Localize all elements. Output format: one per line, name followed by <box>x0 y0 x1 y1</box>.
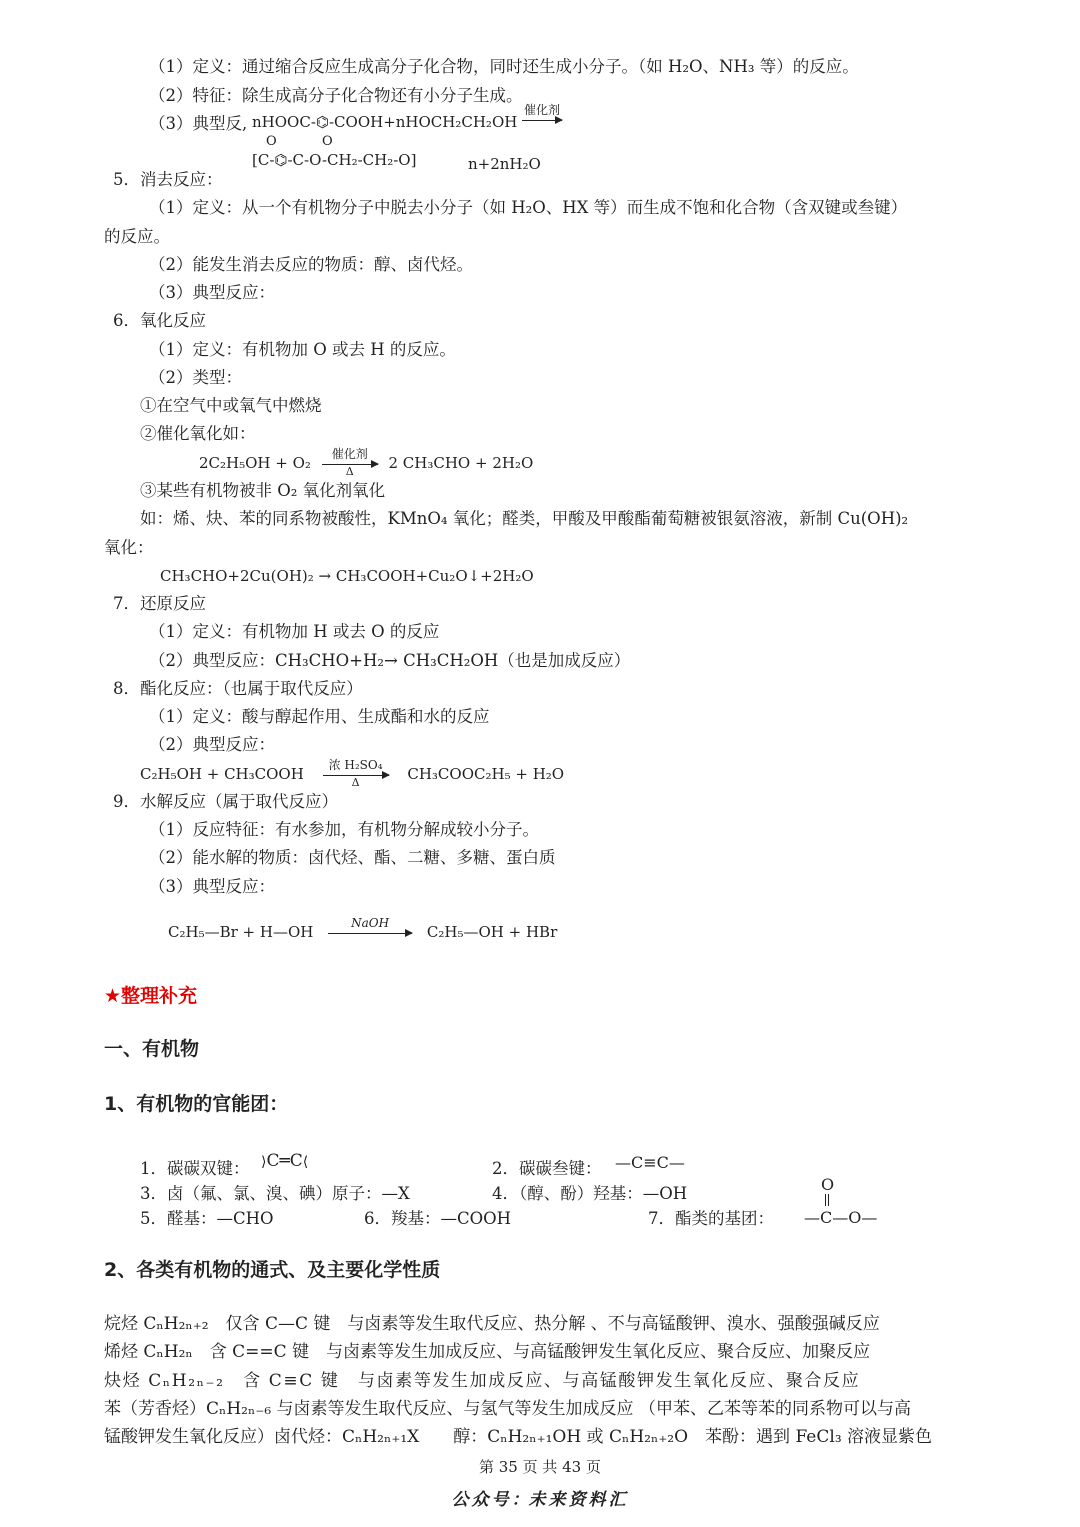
esterification-equation <box>140 757 565 789</box>
polycondensation-typical-label: （3）典型反, <box>149 114 248 133</box>
hydrolysis-eq-left: C₂H₅—Br + H—OH <box>168 923 314 941</box>
reduction-definition: （1）定义：有机物加 H 或去 O 的反应 <box>149 622 440 641</box>
hydrolysis-eq-right: C₂H₅—OH + HBr <box>426 923 558 941</box>
hydrolysis-typical: （3）典型反应： <box>149 877 275 896</box>
esterification-title: 8．酯化反应：（也属于取代反应） <box>113 679 363 698</box>
functional-group-5: 5．醛基：—CHO <box>140 1209 274 1228</box>
alkene-line: 烯烃 CₙH₂ₙ 含 C==C 键 与卤素等发生加成反应、与高锰酸钾发生氧化反应、聚合反应、加聚反应 <box>104 1342 871 1362</box>
functional-group-4: 4．（醇、酚）羟基：—OH <box>492 1184 688 1203</box>
esterification-eq-left: C₂H₅OH + CH₃COOH <box>140 765 304 783</box>
oxidation-definition: （1）定义：有机物加 O 或去 H 的反应。 <box>149 340 456 359</box>
polycondensation-product: [C-⌬-C-O-CH₂-CH₂-O] <box>252 151 417 169</box>
polycondensation-definition: （1）定义：通过缩合反应生成高分子化合物，同时还生成小分子。（如 H₂O、NH₃ 等）的反应。 <box>149 57 859 76</box>
elimination-definition: （1）定义：从一个有机物分子中脱去小分子（如 H₂O、HX 等）而生成不饱和化合物（含双键或叁键） <box>149 198 908 217</box>
haloalkane-alcohol-phenol-line: 锰酸钾发生氧化反应）卤代烃：CₙH₂ₙ₊₁X 醇：CₙH₂ₙ₊₁OH 或 CₙH₂ₙ₊₂O 苯酚：遇到 FeCl₃ 溶液显紫色 <box>104 1427 933 1447</box>
elimination-substances: （2）能发生消去反应的物质：醇、卤代烃。 <box>149 255 473 274</box>
elimination-typical: （3）典型反应： <box>149 283 275 302</box>
oxidation-equation-2: CH₃CHO+2Cu(OH)₂ → CH₃COOH+Cu₂O↓+2H₂O <box>160 567 534 585</box>
general-formula-title: 2、各类有机物的通式、及主要化学性质 <box>104 1259 441 1281</box>
benzene-line: 苯（芳香烃）CₙH₂ₙ₋₆ 与卤素等发生取代反应、与氢气等发生加成反应 （甲苯、乙苯等苯的同系物可以与高 <box>104 1399 911 1419</box>
elimination-definition-cont: 的反应。 <box>104 227 170 246</box>
oxidation-example: 如：烯、炔、苯的同系物被酸性，KMnO₄ 氧化；醛类，甲酸及甲酸酯葡萄糖被银氨溶液，新制 Cu(OH)₂ <box>140 509 909 528</box>
oxidation-example-cont: 氧化： <box>104 538 154 557</box>
oxidation-type-3: ③某些有机物被非 O₂ 氧化剂氧化 <box>140 481 386 500</box>
functional-groups-title: 1、有机物的官能团： <box>104 1093 289 1115</box>
ester-double-bond <box>825 1194 829 1206</box>
carbonyl-mark-2: O <box>322 134 333 149</box>
functional-group-6: 6．羧基：—COOH <box>364 1209 512 1228</box>
ester-group: —C—O— <box>804 1208 878 1227</box>
carbonyl-mark-1: O <box>266 134 277 149</box>
polycondensation-feature: （2）特征：除生成高分子化合物还有小分子生成。 <box>149 86 523 105</box>
oxidation-eq1-condition: Δ <box>345 464 354 478</box>
hydrolysis-substances: （2）能水解的物质：卤代烃、酯、二糖、多糖、蛋白质 <box>149 848 556 867</box>
fg2-label: 2．碳碳叁键： <box>492 1159 602 1178</box>
alkane-line: 烷烃 CₙH₂ₙ₊₂ 仅含 C—C 键 与卤素等发生取代反应、热分解 、不与高锰酸钾、溴水、强酸强碱反应 <box>104 1314 880 1334</box>
oxidation-eq1-right: 2 CH₃CHO + 2H₂O <box>388 454 534 472</box>
polycondensation-catalyst: 催化剂 <box>523 102 560 117</box>
oxidation-eq1-catalyst: 催化剂 <box>331 446 368 461</box>
oxidation-type-2: ②催化氧化如： <box>140 424 256 443</box>
oxidation-type-1: ①在空气中或氧气中燃烧 <box>140 396 322 415</box>
esterification-eq-catalyst: 浓 H₂SO₄ <box>328 757 383 772</box>
footer-brand-label: 公众号 <box>451 1490 512 1510</box>
hydrolysis-equation <box>168 915 558 943</box>
oxidation-eq1-left: 2C₂H₅OH + O₂ <box>199 454 311 472</box>
functional-group-2 <box>492 1158 602 1180</box>
oxidation-types: （2）类型： <box>149 368 242 387</box>
functional-group-7: 7．酯类的基团： <box>648 1209 774 1228</box>
footer-brand-name: 未来资料汇 <box>528 1490 629 1510</box>
functional-group-3: 3．卤（氟、氯、溴、碘）原子：—X <box>140 1184 410 1203</box>
hydrolysis-eq-catalyst: NaOH <box>351 915 390 930</box>
functional-group-1 <box>140 1158 250 1180</box>
ester-carbonyl-oxygen: O <box>821 1175 835 1194</box>
esterification-definition: （1）定义：酸与醇起作用、生成酯和水的反应 <box>149 707 490 726</box>
section-organic-title: 一、有机物 <box>104 1038 200 1060</box>
hydrolysis-feature: （1）反应特征：有水参加，有机物分解成较小分子。 <box>149 820 539 839</box>
page-number: 第 35 页 共 43 页 <box>478 1458 601 1476</box>
footer-brand: 公众号：未来资料汇 <box>451 1490 629 1510</box>
esterification-eq-right: CH₃COOC₂H₅ + H₂O <box>407 765 565 783</box>
elimination-title: 5．消去反应： <box>113 170 223 189</box>
fg2-formula: —C≡C— <box>615 1153 685 1172</box>
reduction-title: 7．还原反应 <box>113 594 206 613</box>
esterification-eq-condition: Δ <box>351 775 360 789</box>
esterification-typical: （2）典型反应： <box>149 735 275 754</box>
polycondensation-product-tail: n+2nH₂O <box>468 155 541 173</box>
hydrolysis-title: 9．水解反应（属于取代反应） <box>113 792 338 811</box>
oxidation-title: 6．氧化反应 <box>113 311 206 330</box>
polycondensation-arrow <box>516 102 568 130</box>
oxidation-equation-1 <box>199 446 534 478</box>
fg1-label: 1．碳碳双键： <box>140 1159 250 1178</box>
supplement-title: ★整理补充 <box>104 985 198 1007</box>
fg1-formula: ⟩C═C⟨ <box>261 1151 309 1171</box>
reduction-typical: （2）典型反应：CH₃CHO+H₂→ CH₃CH₂OH（也是加成反应） <box>149 651 631 670</box>
polycondensation-reactants: nHOOC-⌬-COOH+nHOCH₂CH₂OH <box>252 113 518 131</box>
alkyne-line: 炔烃 CₙH₂ₙ₋₂ 含 C≡C 键 与卤素等发生加成反应、与高锰酸钾发生氧化反应、聚合反应 <box>104 1371 861 1391</box>
